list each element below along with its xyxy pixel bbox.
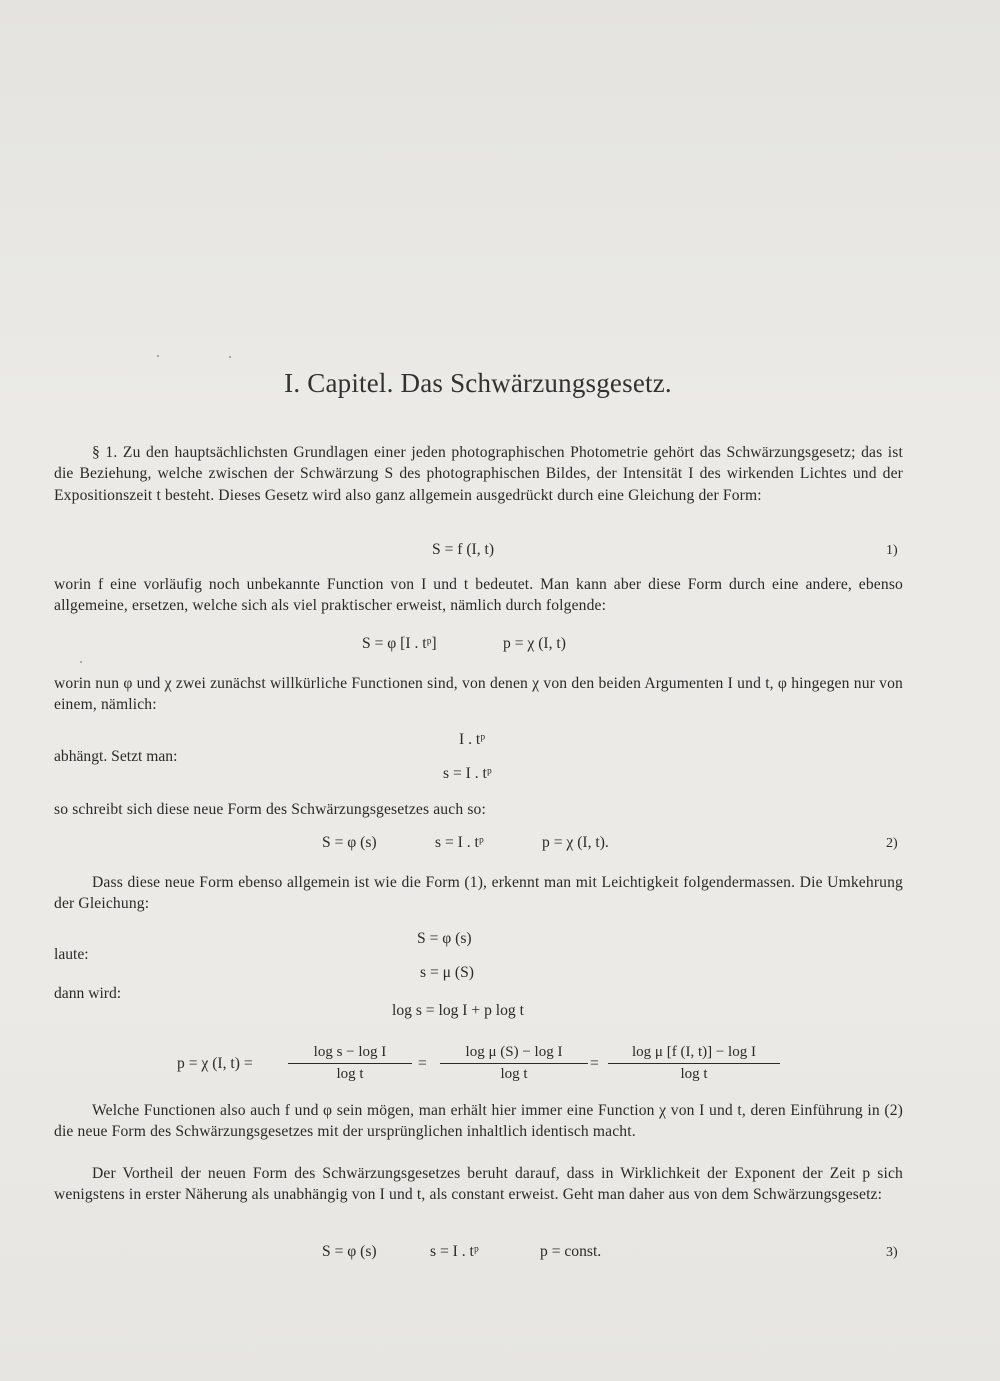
fraction-2 (440, 1044, 588, 1083)
inverse-eq-1: S = φ (s) (417, 930, 472, 947)
equation-phi: S = φ [I . tᵖ] (362, 635, 437, 652)
fraction-lhs: p = χ (I, t) = (177, 1055, 253, 1072)
label-dann-wird: dann wird: (54, 985, 122, 1002)
equation-2-number: 2) (886, 836, 898, 851)
chapter-title: I. Capitel. Das Schwärzungsgesetz. (284, 368, 672, 398)
fraction-3 (608, 1044, 780, 1083)
fraction-3-numerator: log μ [f (I, t)] − log I (608, 1044, 780, 1064)
equation-3b: s = I . tᵖ (430, 1243, 479, 1260)
equation-2c: p = χ (I, t). (542, 834, 609, 851)
equation-chi: p = χ (I, t) (503, 635, 566, 652)
fraction-3-denominator: log t (680, 1066, 708, 1082)
fraction-1 (288, 1044, 412, 1083)
equation-3-number: 3) (886, 1245, 898, 1260)
equation-1-number: 1) (886, 543, 898, 558)
fraction-2-denominator: log t (500, 1066, 528, 1082)
equals-sign-1: = (418, 1055, 427, 1072)
equation-I-t-p: I . tᵖ (459, 731, 486, 748)
paragraph-1: § 1. Zu den hauptsächlichsten Grundlagen einer jeden photographischen Photometrie gehört das Schwärzungsgesetz; das ist die Beziehung, welche zwischen der Schwärzung S des photographischen Bildes, der Intensität I des wirkenden Lichtes und der Expositionszeit t besteht. Dieses Gesetz wird also ganz allgemein ausgedrückt durch eine Gleichung der Form: (54, 444, 903, 504)
paragraph-3: worin nun φ und χ zwei zunächst willkürliche Functionen sind, von denen χ von den beiden Argumenten I und t, φ hingegen nur von einem, nämlich: (54, 675, 903, 714)
paragraph-5: Dass diese neue Form ebenso allgemein ist wie die Form (1), erkennt man mit Leichtigkeit folgendermassen. Die Umkehrung der Gleichung: (54, 874, 903, 913)
fraction-2-numerator: log μ (S) − log I (440, 1044, 588, 1064)
log-equation: log s = log I + p log t (392, 1002, 524, 1019)
fraction-1-numerator: log s − log I (288, 1044, 412, 1064)
equation-2a: S = φ (s) (322, 834, 377, 851)
paragraph-7: Der Vortheil der neuen Form des Schwärzungsgesetzes beruht darauf, dass in Wirklichkeit der Exponent der Zeit p sich wenigstens in erster Näherung als unabhängig von I und t, als constant erweist. Geht man daher aus von dem Schwärzungsgesetz: (54, 1165, 903, 1204)
equation-s: s = I . tᵖ (443, 765, 492, 782)
fraction-1-denominator: log t (336, 1066, 364, 1082)
speck (157, 355, 159, 357)
paragraph-6: Welche Functionen also auch f und φ sein mögen, man erhält hier immer eine Function χ von I und t, deren Einführung in (2) die neue Form des Schwärzungsgesetzes mit der ursprünglichen inhaltlich identisch macht. (54, 1102, 903, 1141)
equation-1: S = f (I, t) (432, 541, 495, 558)
paragraph-2: worin f eine vorläufig noch unbekannte Function von I und t bedeutet. Man kann aber diese Form durch eine andere, ebenso allgemeine, ersetzen, welche sich als viel praktischer erweist, nämlich durch folgende: (54, 576, 903, 615)
equation-3c: p = const. (540, 1243, 602, 1260)
paragraph-4: so schreibt sich diese neue Form des Schwärzungsgesetzes auch so: (54, 801, 486, 818)
inverse-eq-2: s = μ (S) (420, 964, 474, 981)
label-laute: laute: (54, 946, 89, 963)
equation-2b: s = I . tᵖ (435, 834, 484, 851)
equation-3a: S = φ (s) (322, 1243, 377, 1260)
label-abhaengt: abhängt. Setzt man: (54, 748, 178, 765)
equals-sign-2: = (590, 1055, 599, 1072)
speck (229, 356, 231, 358)
speck (80, 661, 82, 663)
